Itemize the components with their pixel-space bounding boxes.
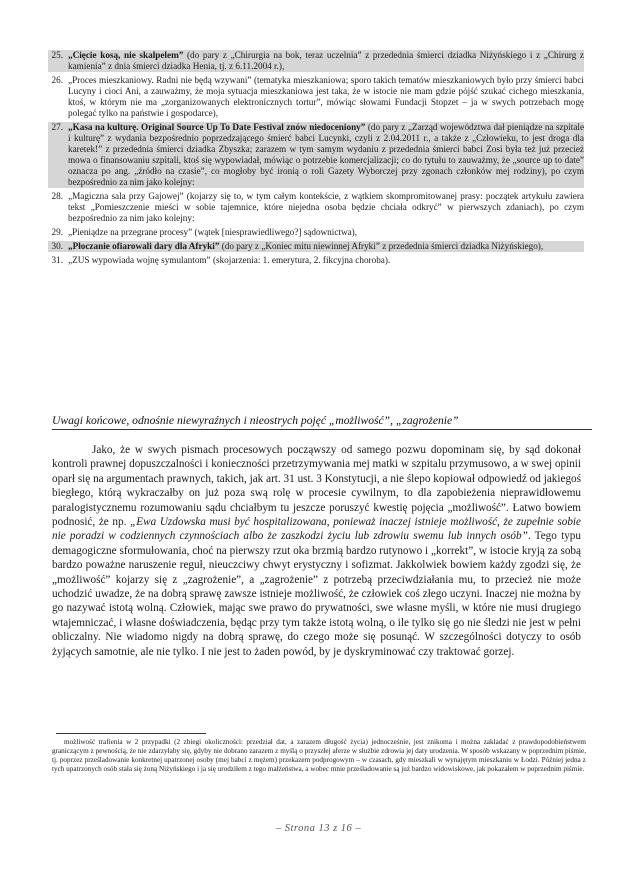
paragraph-text-1: Jako, że w swych pismach procesowych począwszy od samego pozwu dopominam się, by sąd dokonał kontroli prawnej dopuszczalności i konieczności przetrzymywania mej matki w szpitalu przymusowo, a w swej opinii oparł się na argumentach prawnych, takich, jak art. 31 ust. 3 Konstytucji, a nie ślepo kopiował odpowiedź od jakiegoś biegłego, którą wykraczałby on już poza swą rolę w procesie cywilnym, to dla zapobieżenia nieprawidłowemu paralogistycznemu rozumowaniu sądu chciałbym tu jeszcze poruszyć kwestię pojęcia „możliwość”. Łatwo bowiem podnosić, że np. [52,444,581,529]
item-title: „Płoczanie ofiarowali dary dla Afryki” [68,241,220,251]
body-paragraph [52,443,581,659]
item-comment: (tematyka mieszkaniowa; sporo takich tematów mieszkaniowych było przy śmierci babci Lucyny i cioci Ani, a zauważmy, że moja sytuacja mieszkaniowa jest taka, że w istocie nie mam gdzie pójść szukać cichego mieszkania, ktoś, w którym nie ma „zorganizowanych elektronicznych tortur”, mówiąc słowami Fundacji Stopzet – ja w swych potrzebach mogę polegać tylko na państwie i gospodarce), [68,75,584,118]
item-body [68,241,584,252]
item-body [68,227,584,238]
section-heading: Uwagi końcowe, odnośnie niewyraźnych i nieostrych pojęć „możliwość”, „zagrożenie” [52,414,592,430]
item-number: 26. [51,75,63,85]
item-title: „Kasa na kulturę. Original Source Up To Date Festival znów niedoceniony” [68,122,366,132]
footnote-divider [56,733,206,734]
list-item [48,227,584,238]
list-item [48,255,584,266]
list-item [48,122,584,188]
item-title: „Pieniądze na przegrane procesy” [68,227,193,237]
footnote: możliwość trafienia w 2 przypadki (2 zbiegi okoliczności: przedział dat, a zarazem długość życia) jednocześnie, jest znikoma i można zakładać z prawdopodobieństwem graniczącym z pewnością, że nie zdarzyłaby się, gdyby nie dobrano zarazem z myślą o przyszłej aferze w służbie zdrowia jej daty urodzenia. W sposób wskazany w poprzednim piśmie, tj. poprzez prześladowanie konkretnej upatrzonej osoby (mej babci z mężem) przekazem podprogowym – w czasach, gdy mieszkali w wynajętym mieszkaniu w Łodzi. Później jedna z tych upatrzonych osób stała się żoną Niżyńskiego i ja się urodziłem z tego małżeństwa, a wobec mnie prześladowanie są już bardzo widowiskowe, jak pokazałem w poprzednim piśmie. [52,738,586,773]
item-body [68,75,584,119]
item-body [68,50,584,72]
item-body [68,191,584,224]
item-comment: (skojarzenia: 1. emerytura, 2. fikcyjna choroba). [212,255,391,265]
page-number: – Strona 13 z 16 – [275,823,362,834]
list-item [48,241,584,252]
list-item [48,75,584,119]
item-title: „Proces mieszkaniowy. Radni nie będą wzywani” [68,75,252,85]
list-item [48,191,584,224]
item-body [68,122,584,188]
item-comment: (wątek [niesprawiedliwego?] sądownictwa), [194,227,358,237]
item-number: 25. [48,50,68,72]
item-comment: (do pary z „Chirurgia na bok, teraz uczelnia” z przedednia śmierci dziadka Niżyńskiego i z „Chirurg z kamienia” z dnia śmierci dziadka Henia, tj. z 6.11.2004 r.), [68,50,585,71]
item-title: „Magiczna sala przy Gajowej” [68,191,184,201]
item-body [68,255,584,266]
item-number: 28. [51,191,63,201]
item-number: 30. [48,241,68,252]
item-title: „ZUS wypowiada wojnę symulantom” [68,255,211,265]
item-number: 31. [51,255,63,265]
item-number: 27. [48,122,68,188]
item-comment: (do pary z „Zarząd województwa dał pieniądze na szpitale i kulturę” z wydania bezpośrednio poprzedzającego śmierć babci Lucynki, czyli z 2.04.2011 r., a także z „Człowieku, to jest droga dla karetek!” z przedednia śmierci dziadka Zbyszka; zarazem w tym samym wydaniu z przedednia śmierci babci Zosi była też już przecież mowa o finansowaniu szpitali, ktoś się wypowiadał, mówiąc o potrzebie komercjalizacji; co do tytułu to zauważmy, że „source up to date” oznacza po ang. „źródło na czasie”, co mogłoby być ironią o roli Gazety Wyborczej przy zgonach członków mej rodziny), po czym bezpośrednio za nim jako kolejny: [68,122,585,187]
item-title: „Cięcie kosą, nie skalpelem” [68,50,184,60]
item-number: 29. [51,227,63,237]
item-comment: (do pary z „Koniec mitu niewinnej Afryki” z przedednia śmierci dziadka Niżyńskiego), [221,241,544,251]
item-comment: (kojarzy się to, w tym całym kontekście, z wątkiem skompromitowanej prasy: początek artykułu zawiera tekst „Pomieszczenie mieści w sobie tajemnice, które niejedna osoba będzie chciała odkryć” w pierwszych zdaniach), po czym bezpośrednio za nim jako kolejny: [68,191,585,223]
numbered-list [48,50,584,269]
list-item [48,50,584,72]
paragraph-text-2: . Tego typu demagogiczne sformułowania, choć na pierwszy rzut oka brzmią bardzo rutynowo i „korrekt”, w istocie kryją za sobą bardzo poważne naruszenie reguł, nieuczciwy chwyt erystyczny i sofizmat. Jakkolwiek bowiem każdy zgodzi się, że „możliwość” kojarzy się z „zagrożenie”, a „zagrożenie” z potrzebą przeciwdziałania mu, to przecież nie może uchodzić uwadze, że na dobrą sprawę zawsze istnieje możliwość, że człowiek coś złego uczyni. Inaczej nie można by go nazywać istotą wolną. Człowiek, mając swe prawo do prywatności, swe własne myśli, w które nie musi drugiego wtajemniczać, i własne doświadczenia, będąc przy tym także istotą wolną, o ile tylko się go nie śledzi nie jest w pełni obliczalny. Nie wiadomo nigdy na dobrą sprawę, do czego może się posunąć. W szczególności dotyczy to osób żyjących samotnie, ale nie tylko. I nie jest to żaden powód, by je dyskryminować czy traktować gorzej. [52,530,581,658]
paragraph-quote: „Ewa Uzdowska musi być hospitalizowana, ponieważ inaczej istnieje możliwość, że zupełnie sobie nie poradzi w codziennych czynnościach albo że zaszkodzi życiu lub zdrowiu swemu lub innych osób” [52,516,581,543]
